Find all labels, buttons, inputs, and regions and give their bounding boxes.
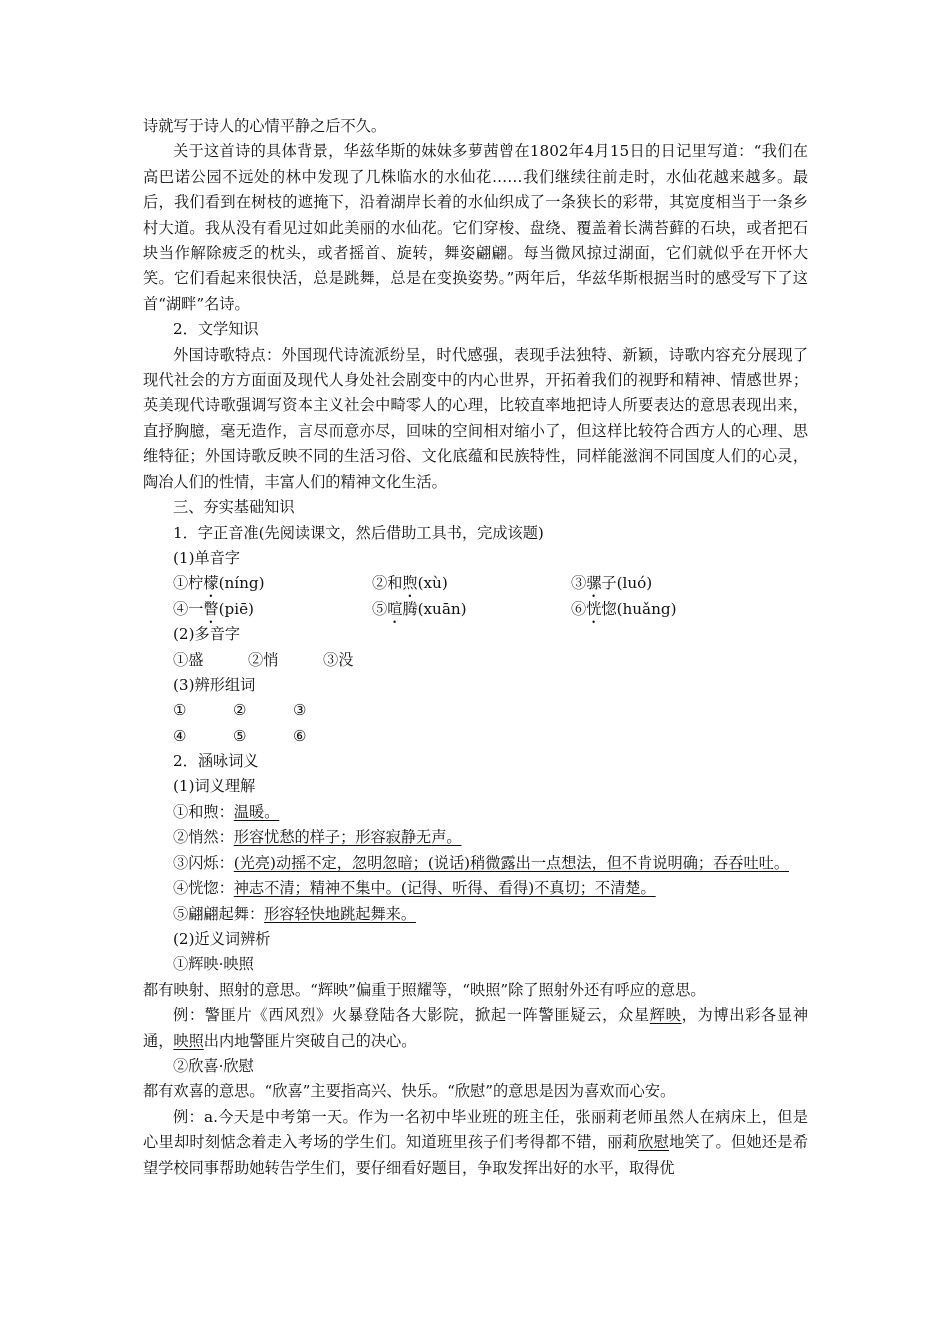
heading-vocabulary: 2．涵咏词义 — [173, 752, 259, 771]
heading-synonyms: (2)近义词辨析 — [173, 929, 271, 948]
single-sound-row-2 — [143, 597, 808, 622]
single-sound-item: ②和煦(xù) — [372, 574, 448, 593]
shape-item: ① — [173, 701, 187, 720]
heading-literary-knowledge: 2．文学知识 — [173, 320, 259, 339]
synonym-title: ②欣喜·欣慰 — [173, 1056, 254, 1075]
meaning-definition: 形容轻快地跳起舞来。 — [264, 904, 416, 923]
meaning-definition: (光亮)动摇不定，忽明忽暗；(说话)稍微露出一点想法，但不肯说明确；吞吞吐 — [233, 853, 759, 872]
meaning-item: ④恍惚：神志不清；精神不集中。(记得、听得、看得)不真切；不清楚。 — [173, 879, 656, 898]
multi-sound-item: ①盛 — [173, 650, 204, 669]
heading-single-sound: (1)单音字 — [173, 548, 241, 567]
paragraph-foreign-poetry: 外国诗歌特点：外国现代诗流派纷呈，时代感强，表现手法独特、新颖，诗歌内容充分展现了现代社会的方方面面及现代人身处社会剧变中的内心世界，开拓着我们的视野和精神、情感世界；英美现代诗歌强调写资本主义社会中畸零人的心理，比较直率地把诗人所要表达的意思表现出来，直抒胸臆，毫无造作，言尽而意亦尽，回味的空间相对缩小了，但这样比较符合西方人的心理、思维特征；外国诗歌反映不同的生活习俗、文化底蕴和民族特性，同样能滋润不同国度人们的心灵，陶冶人们的性情，丰富人们的精神文化生活。 — [143, 345, 808, 491]
single-sound-item: ①柠檬(níng) — [173, 574, 265, 593]
shape-item: ⑤ — [233, 726, 247, 745]
multi-sound-row — [143, 648, 808, 673]
meaning-definition: 形容忧愁的样子；形容寂静无声。 — [233, 828, 462, 847]
synonym-title: ①辉映·映照 — [173, 955, 254, 974]
meaning-item: ③闪烁：(光亮)动摇不定，忽明忽暗；(说话)稍微露出一点想法，但不肯说明确；吞吞吐吐。 — [173, 853, 790, 872]
shape-item: ② — [233, 701, 247, 720]
meaning-item: ①和煦：温暖。 — [173, 802, 280, 821]
single-sound-item: ⑥恍惚(huǎng) — [571, 599, 677, 618]
single-sound-item: ③骡子(luó) — [571, 574, 653, 593]
paragraph-intro-end: 诗就写于诗人的心情平静之后不久。 — [143, 117, 386, 135]
single-sound-item: ⑤喧腾(xuān) — [372, 599, 467, 618]
meaning-definition: 温暖。 — [233, 802, 280, 821]
heading-basic-knowledge: 三、夯实基础知识 — [173, 498, 295, 517]
meaning-definition: 神志不清；精神不集中。(记得、听得、看得)不真切；不清楚。 — [233, 879, 656, 898]
synonym-description: 都有欢喜的意思。“欣喜”主要指高兴、快乐。“欣慰”的意思是因为喜欢而心安。 — [143, 1082, 676, 1101]
example-keyword: 映照 — [173, 1031, 204, 1050]
heading-pronunciation: 1．字正音准(先阅读课文，然后借助工具书，完成该题) — [173, 523, 544, 542]
heading-multi-sound: (2)多音字 — [173, 625, 241, 644]
meaning-item: ⑤翩翩起舞：形容轻快地跳起舞来。 — [173, 904, 416, 923]
synonym-description: 都有映射、照射的意思。“辉映”偏重于照耀等，“映照”除了照射外还有呼应的意思。 — [143, 980, 706, 999]
single-sound-item: ④一瞥(piē) — [173, 599, 254, 618]
shape-item: ⑥ — [293, 726, 307, 745]
heading-word-meaning: (1)词义理解 — [173, 777, 256, 796]
single-sound-row-1 — [143, 571, 808, 596]
meaning-definition-wrap: 吐。 — [758, 853, 790, 872]
example-keyword: 辉映 — [649, 1006, 682, 1025]
shape-item: ③ — [293, 701, 307, 720]
synonym-example: 例：警匪片《西风烈》火暴登陆各大影院，掀起一阵警匪疑云，众星辉映，为博出彩各显神通，映照出内地警匪片突破自己的决心。 — [143, 1006, 809, 1050]
meaning-item: ②悄然：形容忧愁的样子；形容寂静无声。 — [173, 828, 462, 847]
shape-row-1 — [143, 698, 808, 723]
heading-shape-words: (3)辨形组词 — [173, 675, 256, 694]
shape-item: ④ — [173, 726, 187, 745]
example-keyword: 欣慰 — [638, 1133, 670, 1152]
synonym-example: 例：a.今天是中考第一天。作为一名初中毕业班的班主任，张丽莉老师虽然人在病床上，但是心里却时刻惦念着走入考场的学生们。知道班里孩子们考得都不错，丽莉欣慰地笑了。但她还是希望学校同事帮助她转告学生们，要仔细看好题目，争取发挥出好的水平，取得优 — [143, 1107, 809, 1177]
document-body — [143, 114, 808, 1181]
paragraph-background: 关于这首诗的具体背景，华兹华斯的妹妹多萝茜曾在1802年4月15日的日记里写道：“我们在高巴诺公园不远处的林中发现了几株临水的水仙花……我们继续往前走时，水仙花越来越多。最后，我们看到在树枝的遮掩下，沿着湖岸长着的水仙织成了一条狭长的彩带，其宽度相当于一条乡村大道。我从没有看见过如此美丽的水仙花。它们穿梭、盘绕、覆盖着长满苔藓的石块，或者把石块当作解除疲乏的枕头，或者摇首、旋转，舞姿翩翩。每当微风掠过湖面，它们就似乎在开怀大笑。它们看起来很快活，总是跳舞，总是在变换姿势。”两年后，华兹华斯根据当时的感受写下了这首“湖畔”名诗。 — [143, 142, 808, 313]
shape-row-2 — [143, 724, 808, 749]
multi-sound-item: ②悄 — [248, 650, 279, 669]
multi-sound-item: ③没 — [323, 650, 354, 669]
